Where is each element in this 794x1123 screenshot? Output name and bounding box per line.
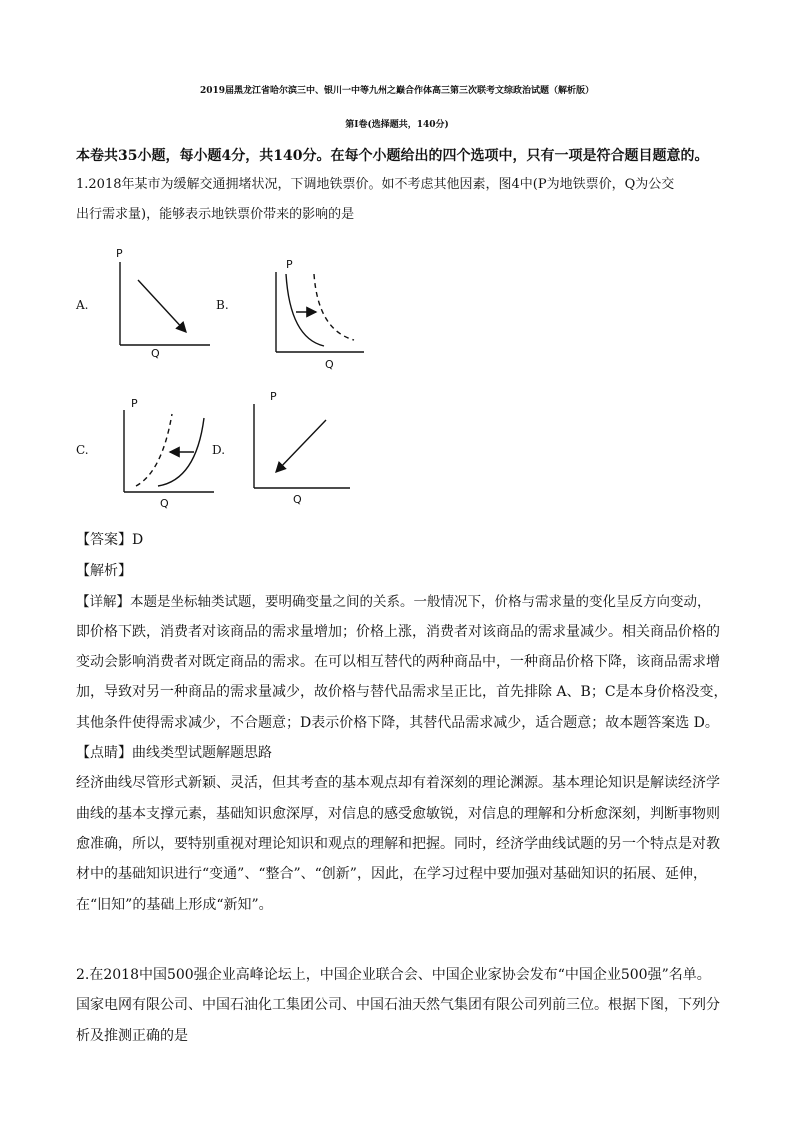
q2-stem-line-3: 析及推测正确的是 <box>76 1028 188 1044</box>
option-b-q-label: Q <box>325 358 334 371</box>
tip-line-3: 愈准确，所以，要特别重视对理论知识和观点的理解和把握。同时，经济学曲线试题的另一个特点是对教 <box>76 836 720 852</box>
detail-line-4: 加，导致对另一种商品的需求量减少，故价格与替代品需求呈正比，首先排除 A、B；C是本身价格没变， <box>76 684 728 700</box>
option-d-arrow <box>276 420 326 472</box>
option-b-p-label: P <box>286 258 293 271</box>
option-b-dashed-curve <box>314 274 354 340</box>
option-d-p-label: P <box>270 390 277 403</box>
tip-line-2: 曲线的基本支撑元素，基础知识愈深厚，对信息的感受愈敏锐，对信息的理解和分析愈深刻，判断事物则 <box>76 806 720 822</box>
detail-line-2: 即价格下跌，消费者对该商品的需求量增加；价格上涨，消费者对该商品的需求量减少。相关商品价格的 <box>76 624 720 640</box>
detail-line-3: 变动会影响消费者对既定商品的需求。在可以相互替代的两种商品中，一种商品价格下降，该商品需求增 <box>76 654 720 670</box>
answer-line: 【答案】D <box>76 532 144 548</box>
option-a-q-label: Q <box>151 347 160 360</box>
tip-line-5: 在“旧知”的基础上形成“新知”。 <box>76 897 273 913</box>
option-c-graph <box>110 400 220 500</box>
option-a-arrow <box>138 280 186 332</box>
q2-stem-line-2: 国家电网有限公司、中国石油化工集团公司、中国石油天然气集团有限公司列前三位。根据下图，下列分 <box>76 997 720 1013</box>
section-heading: 第Ⅰ卷(选择题共，140分) <box>345 120 449 130</box>
option-d-graph <box>236 392 356 496</box>
option-d-q-label: Q <box>293 493 302 506</box>
option-a-label: A. <box>76 298 89 312</box>
document-title: 2019届黑龙江省哈尔滨三中、银川一中等九州之巅合作体高三第三次联考文综政治试题（解析版） <box>199 86 595 96</box>
option-b-solid-curve <box>286 274 324 346</box>
q1-stem-line-1: 1.2018年某市为缓解交通拥堵状况，下调地铁票价。如不考虑其他因素，图4中(P为地铁票价，Q为公交 <box>76 177 675 192</box>
option-c-p-label: P <box>131 397 138 410</box>
option-c-label: C. <box>76 443 89 457</box>
detail-line-1: 【详解】本题是坐标轴类试题，要明确变量之间的关系。一般情况下，价格与需求量的变化呈反方向变动， <box>76 594 711 610</box>
instruction-text: 本卷共35小题，每小题4分，共140分。在每个小题给出的四个选项中，只有一项是符合题目题意的。 <box>76 148 709 164</box>
analysis-heading: 【解析】 <box>76 563 132 579</box>
q1-stem-line-2: 出行需求量)，能够表示地铁票价带来的影响的是 <box>76 207 355 222</box>
option-a-p-label: P <box>116 247 123 260</box>
option-b-graph <box>262 260 372 360</box>
option-d-label: D. <box>212 443 226 457</box>
option-b-label: B. <box>216 298 229 312</box>
tip-heading: 【点睛】曲线类型试题解题思路 <box>76 745 272 761</box>
tip-line-1: 经济曲线尽管形式新颖、灵活，但其考查的基本观点却有着深刻的理论渊源。基本理论知识是解读经济学 <box>76 775 720 791</box>
option-c-dashed-curve <box>136 414 172 486</box>
detail-line-5: 其他条件使得需求减少，不合题意；D表示价格下降，其替代品需求减少，适合题意；故本题答案选 D。 <box>76 715 719 731</box>
tip-line-4: 材中的基础知识进行“变通”、“整合”、“创新”，因此，在学习过程中要加强对基础知识的拓展、延伸， <box>76 866 707 882</box>
option-a-graph <box>100 250 220 360</box>
q2-stem-line-1: 2.在2018中国500强企业高峰论坛上，中国企业联合会、中国企业家协会发布“中国企业500强”名单。 <box>76 967 711 983</box>
option-c-q-label: Q <box>160 497 169 510</box>
